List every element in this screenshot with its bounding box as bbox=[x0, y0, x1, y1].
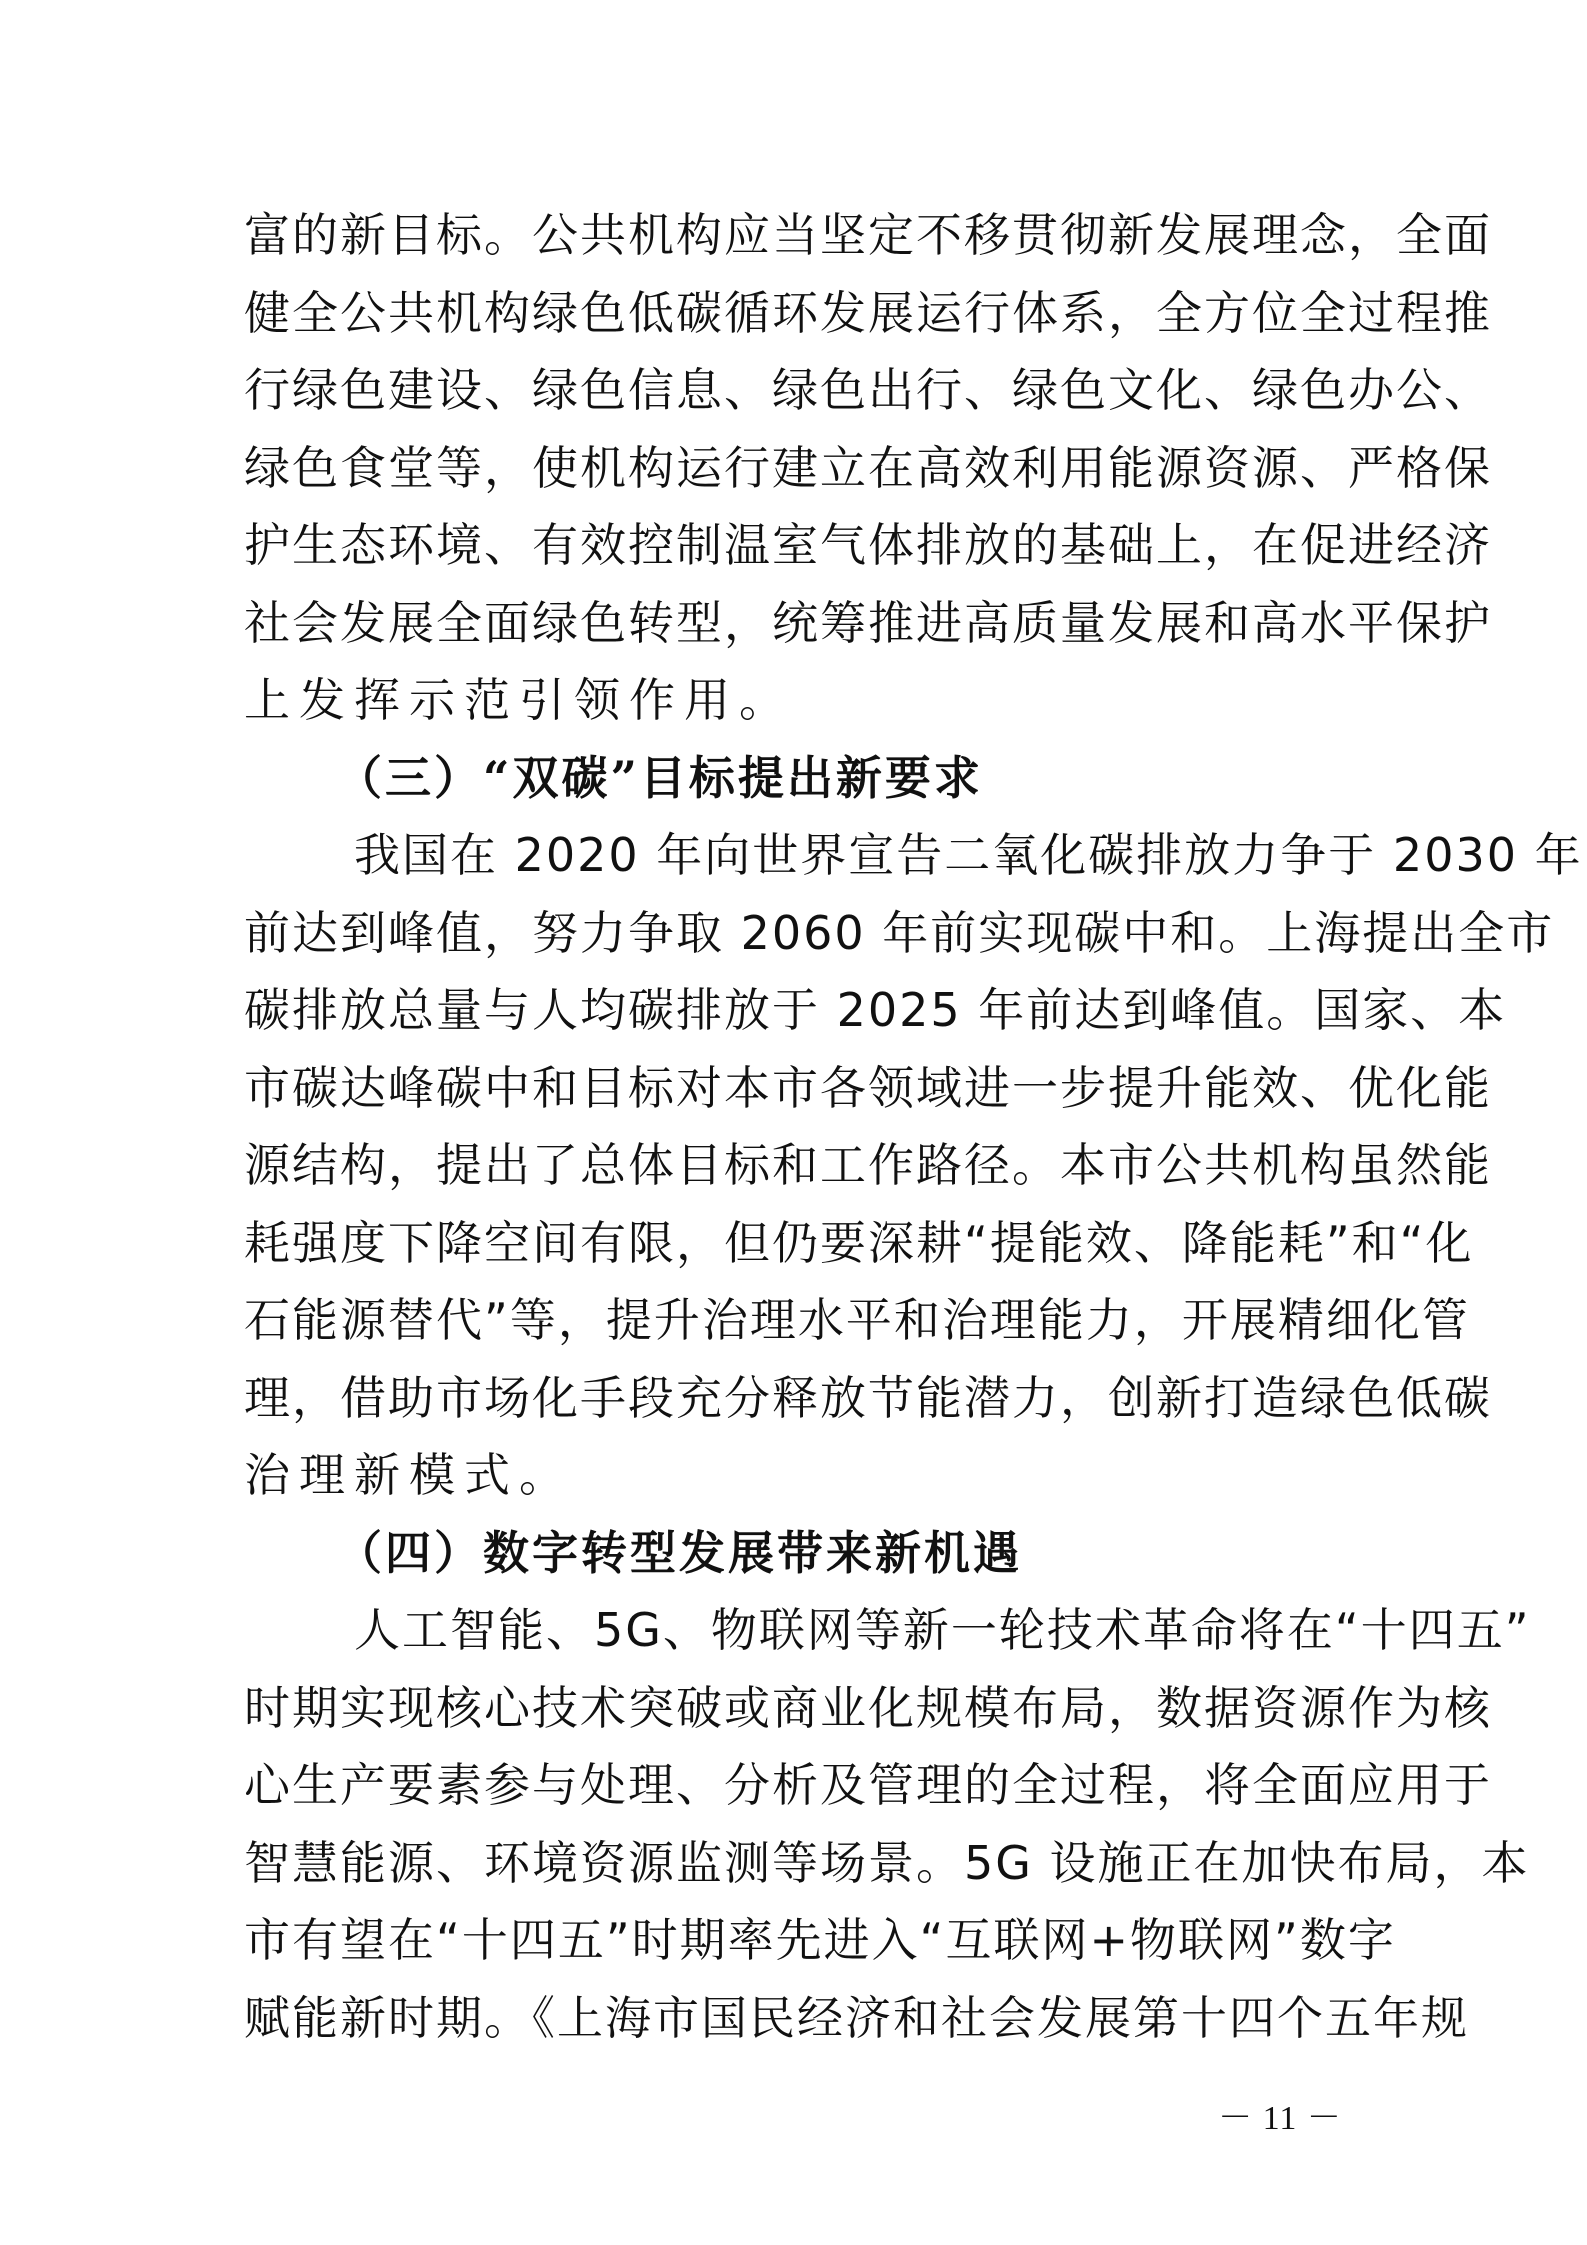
text-line: 赋能新时期。《上海市国民经济和社会发展第十四个五年规 bbox=[244, 1990, 1469, 2045]
text-line: 行绿色建设、绿色信息、绿色出行、绿色文化、绿色办公、 bbox=[244, 363, 1492, 417]
text-line: 时期实现核心技术突破或商业化规模布局，数据资源作为核 bbox=[244, 1680, 1492, 1735]
text-line: 社会发展全面绿色转型，统筹推进高质量发展和高水平保护 bbox=[244, 595, 1492, 650]
paragraph-green-development bbox=[244, 206, 1492, 749]
text-line: 富的新目标。公共机构应当坚定不移贯彻新发展理念，全面 bbox=[244, 208, 1492, 262]
section-heading-digital-transformation: （四）数字转型发展带来新机遇 bbox=[336, 1525, 1022, 1580]
text-line: 护生态环境、有效控制温室气体排放的基础上，在促进经济 bbox=[244, 518, 1492, 572]
text-line: 绿色食堂等，使机构运行建立在高效利用能源资源、严格保 bbox=[244, 440, 1492, 495]
text-line: 治理新模式。 bbox=[244, 1448, 574, 1502]
text-line: 市有望在“十四五”时期率先进入“互联网+物联网”数字 bbox=[244, 1913, 1396, 1967]
text-line: 理，借助市场化手段充分释放节能潜力，创新打造绿色低碳 bbox=[244, 1370, 1492, 1425]
page-number: － 11 － bbox=[1218, 2100, 1342, 2137]
document-page bbox=[244, 206, 1583, 2066]
paragraph-dual-carbon bbox=[244, 826, 1583, 1524]
text-line: 健全公共机构绿色低碳循环发展运行体系，全方位全过程推 bbox=[244, 285, 1492, 340]
text-line: 前达到峰值，努力争取 2060 年前实现碳中和。上海提出全市 bbox=[244, 905, 1555, 960]
text-line: 人工智能、5G、物联网等新一轮技术革命将在“十四五” bbox=[354, 1603, 1531, 1657]
text-line: 我国在 2020 年向世界宣告二氧化碳排放力争于 2030 年 bbox=[354, 828, 1583, 882]
text-line: 上发挥示范引领作用。 bbox=[244, 673, 794, 727]
text-line: 耗强度下降空间有限，但仍要深耕“提能效、降能耗”和“化 bbox=[244, 1215, 1474, 1270]
text-line: 碳排放总量与人均碳排放于 2025 年前达到峰值。国家、本 bbox=[244, 983, 1507, 1037]
text-line: 心生产要素参与处理、分析及管理的全过程，将全面应用于 bbox=[244, 1758, 1492, 1812]
section-heading-dual-carbon: （三）“双碳”目标提出新要求 bbox=[336, 750, 983, 805]
paragraph-digital-transformation bbox=[244, 1601, 1531, 2066]
text-line: 源结构，提出了总体目标和工作路径。本市公共机构虽然能 bbox=[244, 1138, 1492, 1192]
text-line: 市碳达峰碳中和目标对本市各领域进一步提升能效、优化能 bbox=[244, 1060, 1492, 1115]
text-line: 石能源替代”等，提升治理水平和治理能力，开展精细化管 bbox=[244, 1293, 1470, 1347]
text-line: 智慧能源、环境资源监测等场景。5G 设施正在加快布局，本 bbox=[244, 1835, 1530, 1890]
